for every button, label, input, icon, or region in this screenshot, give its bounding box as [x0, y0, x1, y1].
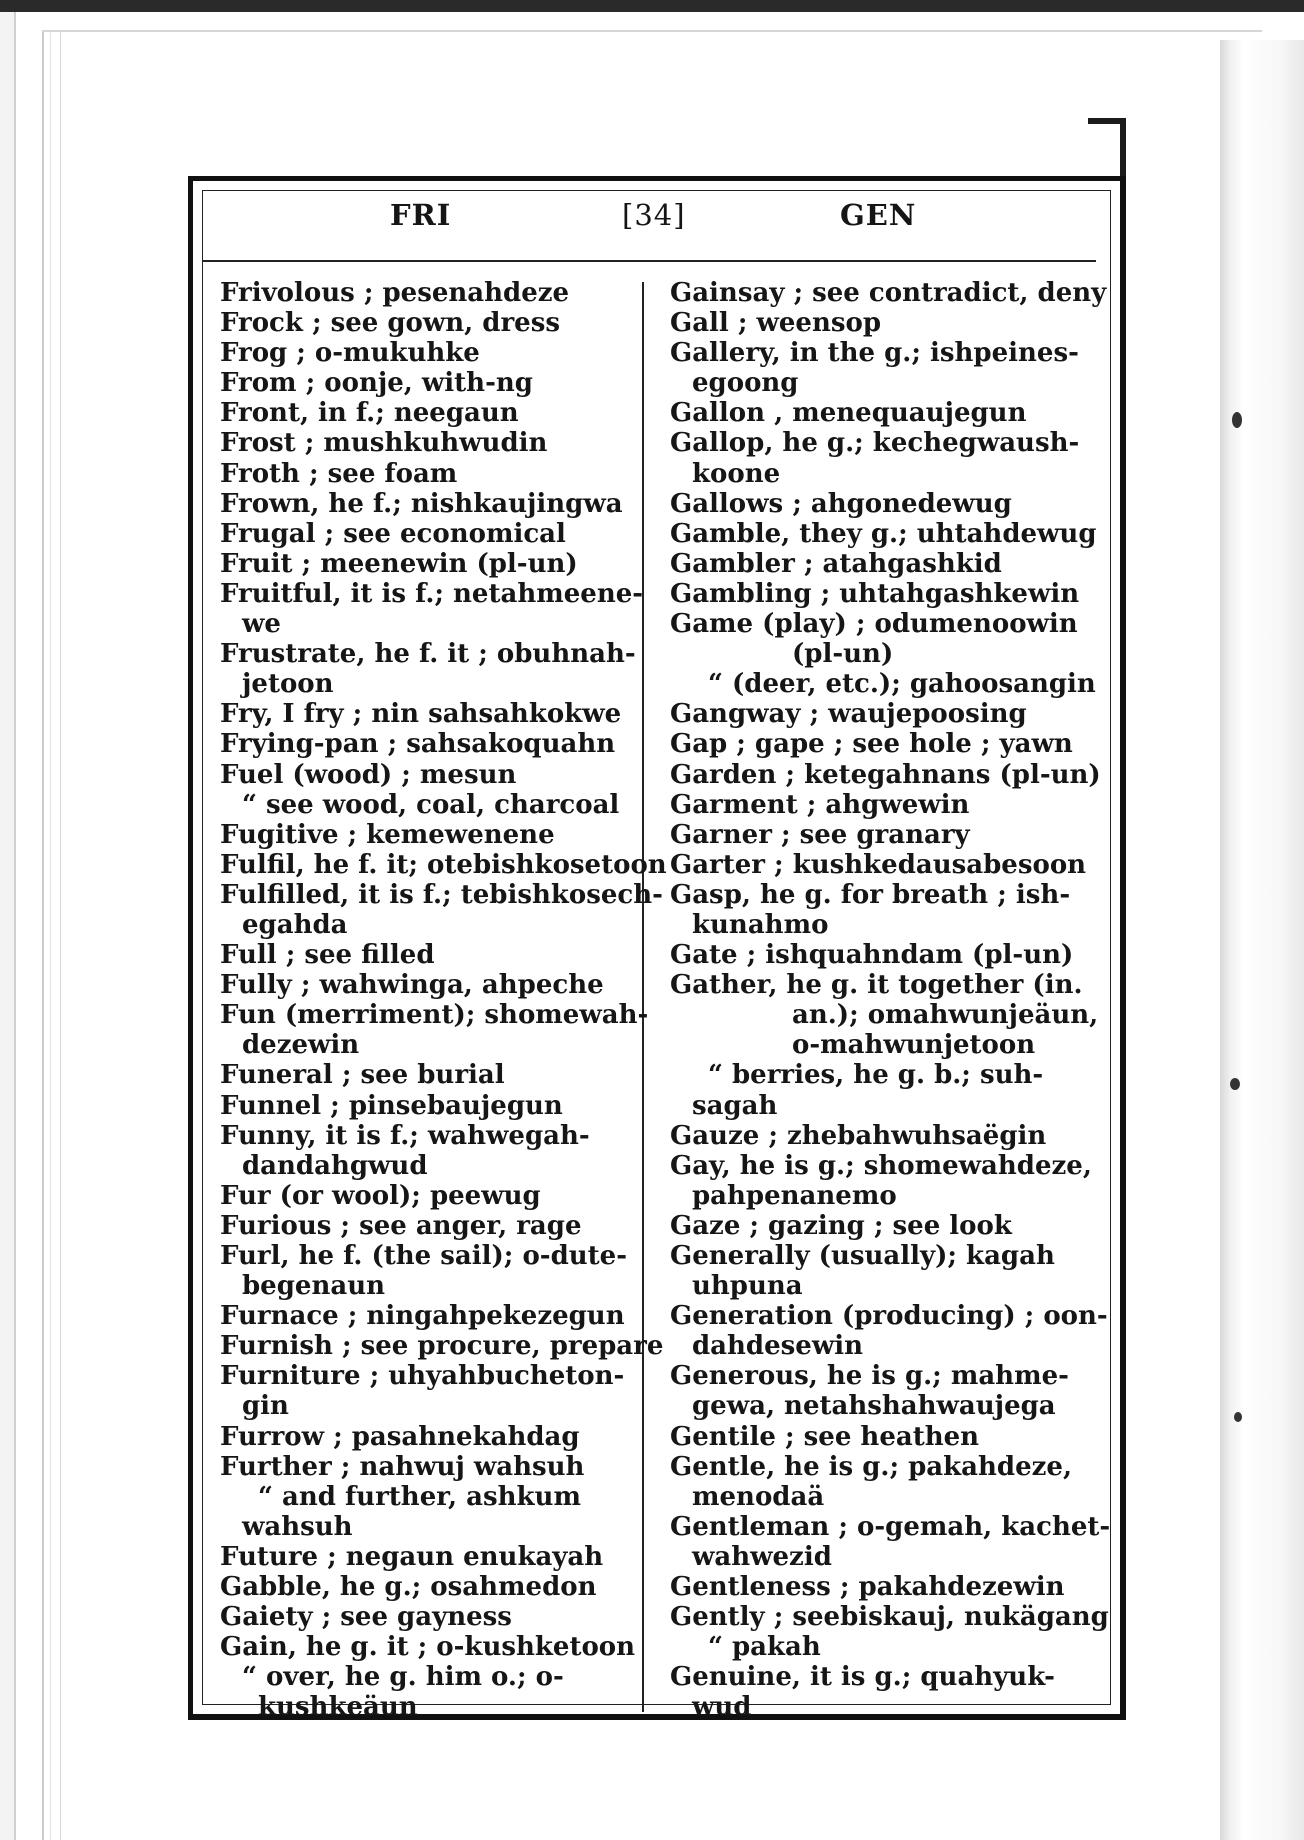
outer-border-cap: [1088, 118, 1126, 124]
dictionary-entry-line: gin: [242, 1391, 289, 1422]
dictionary-entry-line: Funeral ; see burial: [220, 1060, 505, 1091]
page-stack-edge: [42, 30, 51, 1840]
dictionary-entry-line: egoong: [692, 368, 799, 399]
dictionary-entry-line: Fully ; wahwinga, ahpeche: [220, 970, 604, 1001]
dictionary-entry-line: Fun (merriment); shomewah-: [220, 1000, 649, 1031]
dictionary-entry-line: Funnel ; pinsebaujegun: [220, 1090, 563, 1121]
dictionary-entry-line: Garden ; ketegahnans (pl-un): [670, 759, 1101, 790]
dictionary-entry-line: wahwezid: [692, 1541, 832, 1572]
dictionary-entry-line: dezewin: [242, 1030, 360, 1061]
dictionary-entry-line: Gall ; weensop: [670, 308, 882, 339]
dictionary-entry-line: Gasp, he g. for breath ; ish-: [670, 879, 1071, 910]
binding-mark: [1232, 412, 1242, 428]
binding-mark: [1234, 1412, 1242, 1422]
dictionary-entry-line: kunahmo: [692, 909, 829, 940]
dictionary-entry-line: Funny, it is f.; wahwegah-: [220, 1120, 590, 1151]
page-number: [34]: [622, 198, 686, 232]
dictionary-entry-line: “ berries, he g. b.; suh-: [708, 1060, 1044, 1091]
dictionary-entry-line: Frock ; see gown, dress: [220, 308, 560, 339]
dictionary-entry-line: Gently ; seebiskauj, nukägang: [670, 1602, 1109, 1633]
dictionary-entry-line: Gentleman ; o-gemah, kachet-: [670, 1511, 1111, 1542]
dictionary-entry-line: Furl, he f. (the sail); o-dute-: [220, 1241, 627, 1271]
dictionary-entry-line: egahda: [242, 909, 348, 940]
dictionary-entry-line: Frog ; o-mukuhke: [220, 338, 480, 369]
dictionary-entry-line: Gather, he g. it together (in.: [670, 970, 1083, 1001]
dictionary-entry-line: Full ; see filled: [220, 940, 435, 971]
dictionary-entry-line: Gentle, he is g.; pakahdeze,: [670, 1451, 1072, 1482]
dictionary-entry-line: koone: [692, 458, 781, 489]
binding-mark: [1230, 1078, 1240, 1090]
dictionary-entry-line: Gate ; ishquahndam (pl-un): [670, 940, 1074, 971]
binding-shadow: [1220, 40, 1304, 1840]
dictionary-entry-line: From ; oonje, with-ng: [220, 368, 533, 399]
dictionary-entry-line: Furnace ; ningahpekezegun: [220, 1301, 625, 1332]
scan-left-edge: [0, 12, 16, 1840]
dictionary-entry-line: Gallery, in the g.; ishpeines-: [670, 338, 1079, 369]
running-head-left: FRI: [390, 198, 452, 232]
dictionary-entry-line: Gamble, they g.; uhtahdewug: [670, 518, 1097, 549]
dictionary-entry-line: Gangway ; waujepoosing: [670, 699, 1027, 730]
dictionary-entry-line: Front, in f.; neegaun: [220, 398, 519, 429]
dictionary-entry-line: Gallon , menequaujegun: [670, 398, 1027, 429]
running-head-right: GEN: [840, 198, 917, 232]
dictionary-entry-line: Fugitive ; kemewenene: [220, 819, 555, 850]
page-stack-edge-inner: [60, 30, 61, 1840]
dictionary-entry-line: Furious ; see anger, rage: [220, 1210, 582, 1241]
dictionary-entry-line: Garner ; see granary: [670, 819, 970, 850]
dictionary-entry-line: dahdesewin: [692, 1331, 863, 1362]
dictionary-entry-line: “ (deer, etc.); gahoosangin: [708, 669, 1096, 700]
dictionary-entry-line: we: [242, 609, 281, 640]
dictionary-entry-line: Generation (producing) ; oon-: [670, 1301, 1108, 1332]
dictionary-entry-line: jetoon: [242, 669, 334, 700]
dictionary-entry-line: menodaä: [692, 1481, 825, 1512]
dictionary-entry-line: Gaze ; gazing ; see look: [670, 1210, 1012, 1241]
dictionary-entry-line: Genuine, it is g.; quahyuk-: [670, 1662, 1055, 1693]
dictionary-entry-line: Game (play) ; odumenoowin: [670, 609, 1078, 640]
dictionary-entry-line: Gap ; gape ; see hole ; yawn: [670, 729, 1073, 760]
scan-top-band: [0, 0, 1304, 12]
dictionary-entry-line: wahsuh: [242, 1511, 353, 1542]
dictionary-entry-line: begenaun: [242, 1271, 385, 1302]
dictionary-entry-line: Future ; negaun enukayah: [220, 1541, 604, 1572]
dictionary-entry-line: Gallop, he g.; kechegwaush-: [670, 428, 1080, 459]
dictionary-entry-line: Garment ; ahgwewin: [670, 789, 970, 820]
dictionary-entry-line: o-mahwunjetoon: [792, 1030, 1036, 1061]
dictionary-entry-line: gewa, netahshahwaujega: [692, 1391, 1056, 1422]
dictionary-entry-line: sagah: [692, 1090, 778, 1121]
header-rule: [202, 260, 1096, 262]
dictionary-entry-line: Garter ; kushkedausabesoon: [670, 849, 1087, 880]
dictionary-entry-line: Frying-pan ; sahsakoquahn: [220, 729, 616, 760]
dictionary-entry-line: Froth ; see foam: [220, 458, 458, 489]
dictionary-entry-line: kushkeäun: [258, 1692, 418, 1723]
dictionary-entry-line: Furrow ; pasahnekahdag: [220, 1421, 580, 1452]
dictionary-entry-line: Gauze ; zhebahwuhsaëgin: [670, 1120, 1047, 1151]
dictionary-entry-line: Generally (usually); kagah: [670, 1241, 1055, 1271]
dictionary-entry-line: Gentleness ; pakahdezewin: [670, 1572, 1065, 1603]
dictionary-entry-line: Fry, I fry ; nin sahsahkokwe: [220, 699, 622, 730]
dictionary-entry-line: Gambler ; atahgashkid: [670, 548, 1002, 579]
dictionary-entry-line: Frustrate, he f. it ; obuhnah-: [220, 639, 636, 670]
dictionary-entry-line: Gainsay ; see contradict, deny: [670, 278, 1107, 308]
dictionary-entry-line: Fruitful, it is f.; netahmeene-: [220, 578, 644, 609]
dictionary-entry-line: an.); omahwunjeäun,: [792, 1000, 1099, 1031]
dictionary-entry-line: Frugal ; see economical: [220, 518, 566, 549]
left-column: [220, 278, 667, 1723]
dictionary-entry-line: Frivolous ; pesenahdeze: [220, 278, 570, 308]
dictionary-entry-line: Frown, he f.; nishkaujingwa: [220, 488, 623, 519]
dictionary-entry-line: Frost ; mushkuhwudin: [220, 428, 548, 459]
dictionary-entry-line: “ over, he g. him o.; o-: [242, 1662, 564, 1693]
dictionary-entry-line: Furnish ; see procure, prepare: [220, 1331, 664, 1362]
dictionary-entry-line: Fulfilled, it is f.; tebishkosech-: [220, 879, 663, 910]
dictionary-entry-line: Gentile ; see heathen: [670, 1421, 980, 1452]
dictionary-entry-line: uhpuna: [692, 1271, 803, 1302]
right-column: [670, 278, 1111, 1723]
dictionary-entry-line: “ pakah: [708, 1632, 821, 1663]
dictionary-entry-line: Furniture ; uhyahbucheton-: [220, 1361, 625, 1392]
dictionary-entry-line: Fuel (wood) ; mesun: [220, 759, 517, 790]
dictionary-entry-line: Gambling ; uhtahgashkewin: [670, 578, 1080, 609]
dictionary-entry-line: Gaiety ; see gayness: [220, 1602, 512, 1633]
dictionary-entry-line: Fruit ; meenewin (pl-un): [220, 548, 578, 579]
dictionary-entry-line: “ see wood, coal, charcoal: [242, 789, 620, 820]
dictionary-entry-line: Gay, he is g.; shomewahdeze,: [670, 1150, 1092, 1181]
dictionary-entry-line: Gabble, he g.; osahmedon: [220, 1572, 597, 1603]
dictionary-entry-line: “ and further, ashkum: [258, 1481, 581, 1512]
dictionary-entry-line: pahpenanemo: [692, 1180, 897, 1211]
dictionary-entry-line: wud: [692, 1692, 752, 1723]
dictionary-entry-line: Gallows ; ahgonedewug: [670, 488, 1012, 519]
dictionary-entry-line: (pl-un): [792, 639, 894, 670]
dictionary-entry-line: Generous, he is g.; mahme-: [670, 1361, 1069, 1392]
dictionary-entry-line: Fulfil, he f. it; otebishkosetoon: [220, 849, 667, 880]
page-top-edge: [42, 30, 1262, 32]
dictionary-entry-line: Gain, he g. it ; o-kushketoon: [220, 1632, 636, 1663]
dictionary-entry-line: Further ; nahwuj wahsuh: [220, 1451, 585, 1482]
dictionary-entry-line: Fur (or wool); peewug: [220, 1180, 541, 1211]
dictionary-entry-line: dandahgwud: [242, 1150, 428, 1181]
